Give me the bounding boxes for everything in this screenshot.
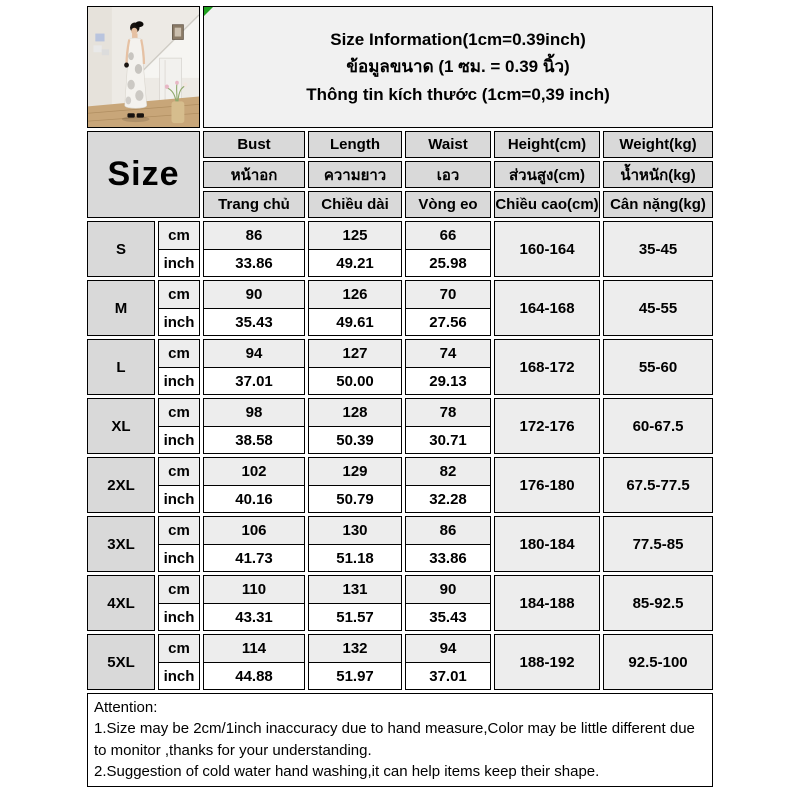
waist-inch-value: 35.43	[406, 603, 490, 630]
col-header-length-th: ความยาว	[308, 161, 402, 188]
length-cm-value: 127	[309, 340, 401, 367]
length-cm-value: 128	[309, 399, 401, 426]
title-vi: Thông tin kích thước (1cm=0,39 inch)	[306, 84, 610, 104]
height-range: 160-164	[494, 221, 600, 277]
col-header-height-th: ส่วนสูง(cm)	[494, 161, 600, 188]
col-header-length-vi: Chiều dài	[308, 191, 402, 218]
size-row-xl	[87, 398, 713, 454]
col-header-waist-th: เอว	[405, 161, 491, 188]
unit-inch-label: inch	[159, 662, 199, 689]
model-photo	[87, 6, 200, 128]
unit-inch-label: inch	[159, 426, 199, 453]
waist-inch-value: 37.01	[406, 662, 490, 689]
unit-inch-label: inch	[159, 367, 199, 394]
length-inch-value: 51.57	[309, 603, 401, 630]
col-header-waist-vi: Vòng eo	[405, 191, 491, 218]
waist-cm-value: 66	[406, 222, 490, 249]
length-inch-value: 49.21	[309, 249, 401, 276]
size-chart-sheet	[84, 3, 716, 790]
waist-cm-value: 90	[406, 576, 490, 603]
size-info-title-box	[203, 6, 713, 128]
attention-line-2: 2.Suggestion of cold water hand washing,it can help items keep their shape.	[94, 762, 600, 780]
model-photo-illustration	[88, 7, 199, 127]
waist-cm-value: 74	[406, 340, 490, 367]
bust-cm-value: 94	[204, 340, 304, 367]
attention-box	[87, 693, 713, 787]
unit-inch-label: inch	[159, 249, 199, 276]
col-header-bust-en: Bust	[203, 131, 305, 158]
waist-cm-value: 78	[406, 399, 490, 426]
bust-cm-value: 102	[204, 458, 304, 485]
weight-range: 45-55	[603, 280, 713, 336]
col-header-weight-en: Weight(kg)	[603, 131, 713, 158]
comment-marker-icon	[204, 7, 213, 16]
header-row-en	[87, 131, 713, 158]
size-table	[84, 3, 716, 790]
unit-cm-label: cm	[159, 458, 199, 485]
waist-inch-value: 27.56	[406, 308, 490, 335]
height-range: 164-168	[494, 280, 600, 336]
col-header-length-en: Length	[308, 131, 402, 158]
length-inch-value: 50.39	[309, 426, 401, 453]
unit-cm-label: cm	[159, 222, 199, 249]
height-range: 184-188	[494, 575, 600, 631]
length-cm-value: 126	[309, 281, 401, 308]
length-cm-value: 129	[309, 458, 401, 485]
unit-inch-label: inch	[159, 308, 199, 335]
title-row	[87, 6, 713, 128]
length-cm-value: 130	[309, 517, 401, 544]
bust-cm-value: 106	[204, 517, 304, 544]
length-cm-value: 125	[309, 222, 401, 249]
size-label: 2XL	[87, 457, 155, 513]
size-label: 5XL	[87, 634, 155, 690]
height-range: 180-184	[494, 516, 600, 572]
length-inch-value: 51.18	[309, 544, 401, 571]
title-th: ข้อมูลขนาด (1 ซม. = 0.39 นิ้ว)	[346, 57, 570, 77]
size-label: S	[87, 221, 155, 277]
bust-inch-value: 43.31	[204, 603, 304, 630]
col-header-height-en: Height(cm)	[494, 131, 600, 158]
col-header-weight-vi: Cân nặng(kg)	[603, 191, 713, 218]
waist-cm-value: 94	[406, 635, 490, 662]
waist-inch-value: 25.98	[406, 249, 490, 276]
bust-cm-value: 98	[204, 399, 304, 426]
size-row-5xl	[87, 634, 713, 690]
attention-line-1: 1.Size may be 2cm/1inch inaccuracy due to hand measure,Color may be little different due to monitor ,thanks for your understanding.	[94, 720, 695, 759]
height-range: 168-172	[494, 339, 600, 395]
unit-cm-label: cm	[159, 576, 199, 603]
bust-cm-value: 86	[204, 222, 304, 249]
weight-range: 35-45	[603, 221, 713, 277]
title-en: Size Information(1cm=0.39inch)	[330, 29, 586, 49]
col-header-bust-th: หน้าอก	[203, 161, 305, 188]
size-row-s	[87, 221, 713, 277]
size-label: M	[87, 280, 155, 336]
size-row-4xl	[87, 575, 713, 631]
size-row-3xl	[87, 516, 713, 572]
col-header-weight-th: น้ำหนัก(kg)	[603, 161, 713, 188]
height-range: 176-180	[494, 457, 600, 513]
size-label: 3XL	[87, 516, 155, 572]
length-cm-value: 132	[309, 635, 401, 662]
bust-inch-value: 35.43	[204, 308, 304, 335]
size-label: 4XL	[87, 575, 155, 631]
height-range: 172-176	[494, 398, 600, 454]
size-row-m	[87, 280, 713, 336]
bust-inch-value: 44.88	[204, 662, 304, 689]
length-cm-value: 131	[309, 576, 401, 603]
unit-inch-label: inch	[159, 485, 199, 512]
unit-cm-label: cm	[159, 635, 199, 662]
weight-range: 55-60	[603, 339, 713, 395]
unit-cm-label: cm	[159, 517, 199, 544]
bust-inch-value: 37.01	[204, 367, 304, 394]
length-inch-value: 51.97	[309, 662, 401, 689]
bust-inch-value: 40.16	[204, 485, 304, 512]
waist-inch-value: 33.86	[406, 544, 490, 571]
bust-inch-value: 41.73	[204, 544, 304, 571]
unit-cm-label: cm	[159, 399, 199, 426]
size-row-2xl	[87, 457, 713, 513]
unit-cm-label: cm	[159, 281, 199, 308]
bust-cm-value: 90	[204, 281, 304, 308]
attention-title: Attention:	[94, 699, 158, 716]
waist-inch-value: 30.71	[406, 426, 490, 453]
length-inch-value: 50.79	[309, 485, 401, 512]
bust-inch-value: 33.86	[204, 249, 304, 276]
bust-cm-value: 114	[204, 635, 304, 662]
waist-cm-value: 86	[406, 517, 490, 544]
bust-inch-value: 38.58	[204, 426, 304, 453]
height-range: 188-192	[494, 634, 600, 690]
weight-range: 77.5-85	[603, 516, 713, 572]
length-inch-value: 49.61	[309, 308, 401, 335]
attention-row	[87, 693, 713, 787]
waist-inch-value: 32.28	[406, 485, 490, 512]
bust-cm-value: 110	[204, 576, 304, 603]
waist-cm-value: 70	[406, 281, 490, 308]
waist-inch-value: 29.13	[406, 367, 490, 394]
weight-range: 60-67.5	[603, 398, 713, 454]
weight-range: 92.5-100	[603, 634, 713, 690]
length-inch-value: 50.00	[309, 367, 401, 394]
weight-range: 67.5-77.5	[603, 457, 713, 513]
unit-inch-label: inch	[159, 544, 199, 571]
size-row-l	[87, 339, 713, 395]
size-label: L	[87, 339, 155, 395]
unit-cm-label: cm	[159, 340, 199, 367]
col-header-height-vi: Chiều cao(cm)	[494, 191, 600, 218]
size-column-header: Size	[87, 131, 200, 218]
col-header-bust-vi: Trang chủ	[203, 191, 305, 218]
weight-range: 85-92.5	[603, 575, 713, 631]
size-label: XL	[87, 398, 155, 454]
unit-inch-label: inch	[159, 603, 199, 630]
waist-cm-value: 82	[406, 458, 490, 485]
col-header-waist-en: Waist	[405, 131, 491, 158]
